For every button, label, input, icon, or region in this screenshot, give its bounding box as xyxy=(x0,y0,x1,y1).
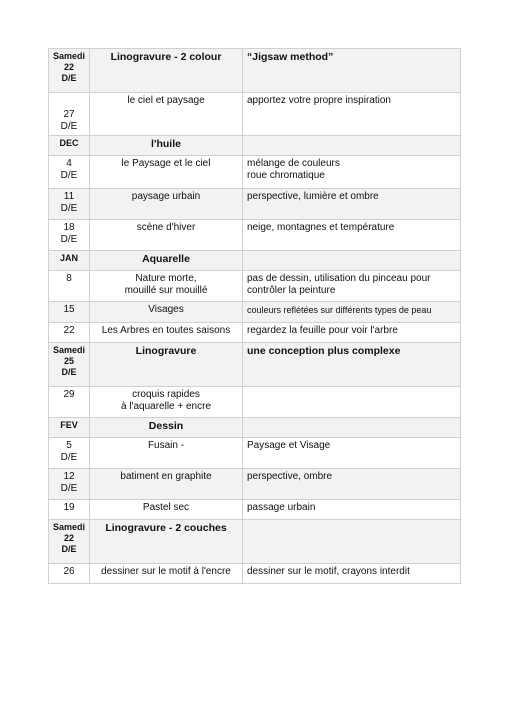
session-row xyxy=(49,438,461,469)
activity-line: Fusain - xyxy=(147,440,185,451)
activity-line: le ciel et paysage xyxy=(127,95,205,106)
description-line: apportez votre propre inspiration xyxy=(247,95,391,106)
description-cell xyxy=(243,438,461,469)
date-line: DEC xyxy=(59,138,79,148)
description-cell xyxy=(243,469,461,500)
description-line: neige, montagnes et température xyxy=(247,222,395,233)
description-line: contrôler la peinture xyxy=(247,285,336,296)
description-cell xyxy=(243,418,461,438)
activity-cell xyxy=(90,418,243,438)
section-header-row xyxy=(49,136,461,156)
date-line: 11 xyxy=(63,191,75,202)
date-line: D/E xyxy=(60,483,78,494)
activity-line: à l'aquarelle + encre xyxy=(120,401,212,412)
activity-line: Linogravure xyxy=(135,345,197,357)
date-line: 5 xyxy=(66,440,72,451)
description-cell xyxy=(243,251,461,271)
activity-cell xyxy=(90,323,243,343)
activity-cell xyxy=(90,156,243,189)
description-line: couleurs reflétées sur différents types de peau xyxy=(247,305,432,315)
date-cell xyxy=(49,156,90,189)
date-cell xyxy=(49,189,90,220)
activity-line: paysage urbain xyxy=(131,191,201,202)
activity-cell xyxy=(90,49,243,93)
description-cell xyxy=(243,387,461,418)
session-row xyxy=(49,302,461,323)
activity-line: scène d'hiver xyxy=(136,222,196,233)
section-header-row xyxy=(49,418,461,438)
date-line: 25 xyxy=(63,356,74,366)
activity-line: Les Arbres en toutes saisons xyxy=(101,325,231,336)
activity-line: Linogravure - 2 colour xyxy=(110,51,222,63)
session-row xyxy=(49,189,461,220)
activity-cell xyxy=(90,387,243,418)
description-cell xyxy=(243,323,461,343)
activity-line: Nature morte, xyxy=(135,273,197,284)
description-cell xyxy=(243,220,461,251)
description-cell xyxy=(243,49,461,93)
activity-cell xyxy=(90,469,243,500)
session-row xyxy=(49,564,461,584)
description-cell xyxy=(243,500,461,520)
date-line: 22 xyxy=(63,325,75,336)
date-cell xyxy=(49,220,90,251)
activity-line: Visages xyxy=(148,304,184,315)
section-header-row xyxy=(49,343,461,387)
date-line: Samedi xyxy=(53,522,86,532)
date-cell xyxy=(49,438,90,469)
date-cell xyxy=(49,136,90,156)
description-cell xyxy=(243,136,461,156)
description-cell xyxy=(243,343,461,387)
activity-line: Linogravure - 2 couches xyxy=(105,522,227,534)
date-line: FEV xyxy=(60,420,78,430)
schedule-body xyxy=(49,49,461,584)
date-line: 26 xyxy=(63,566,75,577)
date-line: 29 xyxy=(63,389,75,400)
date-cell xyxy=(49,49,90,93)
date-line: 4 xyxy=(66,158,72,169)
description-line: perspective, ombre xyxy=(247,471,333,482)
schedule-table xyxy=(48,48,461,584)
activity-line: l'huile xyxy=(151,138,181,150)
description-line: roue chromatique xyxy=(247,170,325,181)
date-line: 18 xyxy=(63,222,75,233)
session-row xyxy=(49,323,461,343)
session-row xyxy=(49,469,461,500)
date-line: 22 xyxy=(63,62,74,72)
activity-cell xyxy=(90,500,243,520)
session-row xyxy=(49,220,461,251)
date-line: D/E xyxy=(60,234,78,245)
activity-line: Aquarelle xyxy=(142,253,190,265)
date-line: 15 xyxy=(63,304,75,315)
description-line: regardez la feuille pour voir l'arbre xyxy=(247,325,398,336)
date-line: 22 xyxy=(63,533,74,543)
date-cell xyxy=(49,500,90,520)
activity-cell xyxy=(90,271,243,302)
description-cell xyxy=(243,564,461,584)
date-cell xyxy=(49,418,90,438)
activity-line: dessiner sur le motif à l'encre xyxy=(101,566,231,577)
description-line: Paysage et Visage xyxy=(247,440,331,451)
date-cell xyxy=(49,271,90,302)
description-cell xyxy=(243,520,461,564)
description-line: mélange de couleurs xyxy=(247,158,340,169)
session-row xyxy=(49,500,461,520)
date-line: D/E xyxy=(60,452,78,463)
activity-line: croquis rapides xyxy=(132,389,200,400)
session-row xyxy=(49,387,461,418)
date-line: D/E xyxy=(60,121,78,132)
date-line: D/E xyxy=(61,73,77,83)
date-line: Samedi xyxy=(53,51,86,61)
date-line: 19 xyxy=(63,502,75,513)
session-row xyxy=(49,156,461,189)
activity-cell xyxy=(90,93,243,136)
date-cell xyxy=(49,564,90,584)
session-row xyxy=(49,93,461,136)
activity-line: le Paysage et le ciel xyxy=(121,158,211,169)
date-cell xyxy=(49,387,90,418)
activity-cell xyxy=(90,302,243,323)
activity-cell xyxy=(90,564,243,584)
date-cell xyxy=(49,93,90,136)
description-line: “Jigsaw method” xyxy=(247,51,334,63)
date-line: D/E xyxy=(60,203,78,214)
activity-cell xyxy=(90,343,243,387)
date-cell xyxy=(49,302,90,323)
activity-line: mouillé sur mouillé xyxy=(124,285,208,296)
date-line: 8 xyxy=(66,273,72,284)
date-line: JAN xyxy=(59,253,78,263)
date-line: D/E xyxy=(61,367,77,377)
section-header-row xyxy=(49,251,461,271)
date-cell xyxy=(49,343,90,387)
description-cell xyxy=(243,302,461,323)
activity-cell xyxy=(90,136,243,156)
date-cell xyxy=(49,520,90,564)
description-cell xyxy=(243,271,461,302)
activity-line: Pastel sec xyxy=(142,502,190,513)
date-cell xyxy=(49,323,90,343)
date-cell xyxy=(49,251,90,271)
description-cell xyxy=(243,93,461,136)
activity-cell xyxy=(90,520,243,564)
description-line: perspective, lumière et ombre xyxy=(247,191,379,202)
description-cell xyxy=(243,156,461,189)
activity-line: batiment en graphite xyxy=(120,471,212,482)
date-line: 27 xyxy=(63,109,75,120)
description-line: dessiner sur le motif, crayons interdit xyxy=(247,566,410,577)
section-header-row xyxy=(49,520,461,564)
date-line: D/E xyxy=(61,544,77,554)
description-line: pas de dessin, utilisation du pinceau pour xyxy=(247,273,431,284)
activity-cell xyxy=(90,251,243,271)
activity-line: Dessin xyxy=(148,420,184,432)
description-line: passage urbain xyxy=(247,502,316,513)
date-line: 12 xyxy=(63,471,75,482)
description-cell xyxy=(243,189,461,220)
description-line: une conception plus complexe xyxy=(247,345,401,357)
date-line: D/E xyxy=(60,170,78,181)
activity-cell xyxy=(90,189,243,220)
activity-cell xyxy=(90,220,243,251)
session-row xyxy=(49,271,461,302)
section-header-row xyxy=(49,49,461,93)
date-cell xyxy=(49,469,90,500)
activity-cell xyxy=(90,438,243,469)
date-line: Samedi xyxy=(53,345,86,355)
